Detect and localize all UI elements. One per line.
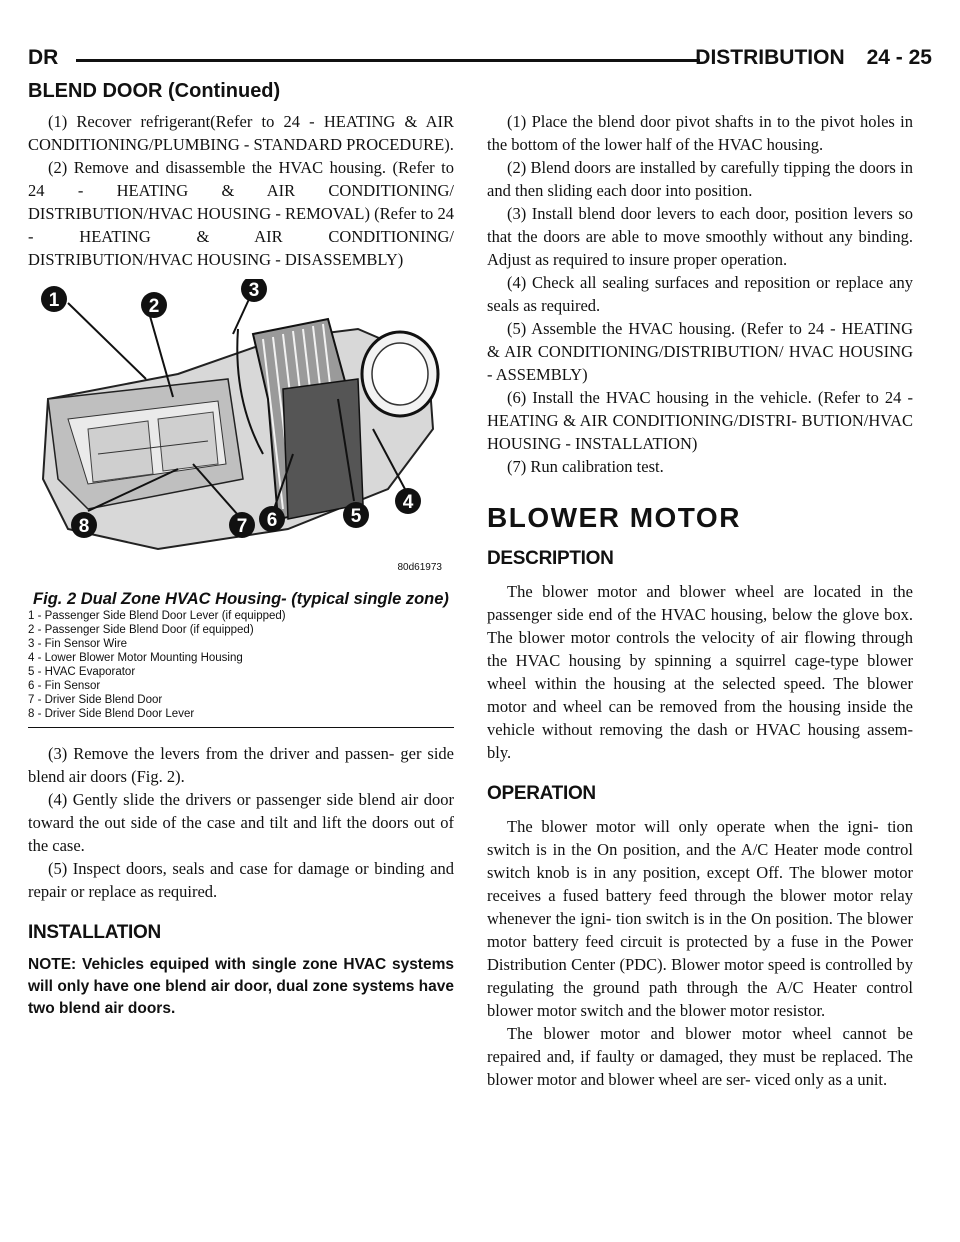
- paragraph: (1) Recover refrigerant(Refer to 24 - HEATING & AIR CONDITIONING/PLUMBING - STANDARD PROCEDURE).: [28, 112, 454, 154]
- callout-8: 8: [78, 516, 90, 537]
- install-step: (5) Assemble the HVAC housing. (Refer to 24 - HEATING & AIR CONDITIONING/DISTRIBUTION/ HVAC HOUSING - ASSEMBLY): [487, 319, 913, 384]
- install-step: (1) Place the blend door pivot shafts in to the pivot holes in the bottom of the lower half of the HVAC housing.: [487, 112, 913, 154]
- callout-3: 3: [248, 280, 260, 301]
- header-page-number: 24 - 25: [866, 46, 932, 69]
- paragraph: (4) Gently slide the drivers or passenger side blend air door toward the out side of the case and tilt and lift the doors out of the case.: [28, 790, 454, 855]
- legend-item: 8 - Driver Side Blend Door Lever: [28, 708, 195, 720]
- callout-5: 5: [350, 506, 362, 527]
- legend-item: 1 - Passenger Side Blend Door Lever (if equipped): [28, 610, 286, 622]
- legend-item: 4 - Lower Blower Motor Mounting Housing: [28, 652, 243, 664]
- callout-4: 4: [402, 492, 414, 513]
- callout-6: 6: [266, 510, 278, 531]
- operation-text: The blower motor will only operate when the igni- tion switch is in the On position, and the A/C Heater mode control switch knob is in any position, except Off. The blower motor receives a fused battery feed through the blower motor relay whenever the igni- tion switch is in the On position. The blower motor battery feed circuit is protected by a fuse in the Power Distribution Center (PDC). Blower motor speed is controlled by regulating the ground path through the A/C Heater control blower motor switch and the blower motor resistor.: [487, 817, 913, 1020]
- header-rule: [76, 59, 700, 62]
- install-step: (3) Install blend door levers to each door, position levers so that the doors are able to move smoothly without any binding. Adjust as required to insure proper operation.: [487, 204, 913, 269]
- install-step: (2) Blend doors are installed by carefully tipping the doors in and then sliding each door into position.: [487, 158, 913, 200]
- continued-title: BLEND DOOR (Continued): [28, 80, 281, 102]
- legend-item: 6 - Fin Sensor: [28, 680, 101, 692]
- legend-item: 2 - Passenger Side Blend Door (if equipped): [28, 624, 254, 636]
- operation-text: The blower motor and blower motor wheel cannot be repaired and, if faulty or damaged, they must be replaced. The blower motor and blower wheel are ser- viced only as a unit.: [487, 1024, 913, 1089]
- figure-divider: [28, 727, 454, 728]
- install-step: (4) Check all sealing surfaces and reposition or replace any seals as required.: [487, 273, 913, 315]
- header-section: [695, 46, 932, 70]
- left-column: [28, 110, 454, 1020]
- figure-id: 80d61973: [397, 562, 442, 573]
- description-heading: DESCRIPTION: [487, 548, 614, 569]
- figure-hvac-housing: [28, 279, 454, 589]
- operation-heading: OPERATION: [487, 783, 596, 804]
- blower-motor-title: BLOWER MOTOR: [487, 502, 741, 533]
- legend-item: 3 - Fin Sensor Wire: [28, 638, 128, 650]
- installation-heading: INSTALLATION: [28, 922, 161, 943]
- legend-item: 5 - HVAC Evaporator: [28, 666, 136, 678]
- hvac-housing-illustration: [28, 279, 454, 589]
- legend-item: 7 - Driver Side Blend Door: [28, 694, 163, 706]
- header-code: DR: [28, 46, 59, 69]
- page-header: [28, 46, 932, 76]
- callout-7: 7: [236, 516, 248, 537]
- right-column: [487, 110, 913, 1091]
- description-text: The blower motor and blower wheel are located in the passenger side end of the HVAC housing, below the glove box. The blower motor controls the velocity of air flowing through the HVAC housing by spinning a squirrel cage-type blower wheel within the housing at the selected speed. The blower motor and wheel can be removed from the housing inside the vehicle without removing the dash or HVAC housing assem- bly.: [487, 582, 913, 762]
- install-step: (7) Run calibration test.: [507, 457, 664, 476]
- installation-note: NOTE: Vehicles equiped with single zone HVAC systems will only have one blend air door, dual zone systems have two blend air doors.: [28, 956, 454, 1017]
- paragraph: (2) Remove and disassemble the HVAC housing. (Refer to 24 - HEATING & AIR CONDITIONING/ DISTRIBUTION/HVAC HOUSING - REMOVAL) (Refer to 24 - HEATING & AIR CONDITIONING/ DISTRIBUTION/HVAC HOUSING - DISASSEMBLY): [28, 158, 454, 269]
- header-section-title: DISTRIBUTION: [695, 46, 845, 69]
- callout-1: 1: [48, 290, 60, 311]
- callout-2: 2: [148, 296, 160, 317]
- paragraph: (5) Inspect doors, seals and case for damage or binding and repair or replace as required.: [28, 859, 454, 901]
- install-step: (6) Install the HVAC housing in the vehicle. (Refer to 24 - HEATING & AIR CONDITIONING/DISTRI- BUTION/HVAC HOUSING - INSTALLATION): [487, 388, 913, 453]
- paragraph: (3) Remove the levers from the driver and passen- ger side blend air doors (Fig. 2).: [28, 744, 454, 786]
- figure-legend: [28, 609, 454, 721]
- figure-caption: Fig. 2 Dual Zone HVAC Housing- (typical single zone): [33, 590, 449, 608]
